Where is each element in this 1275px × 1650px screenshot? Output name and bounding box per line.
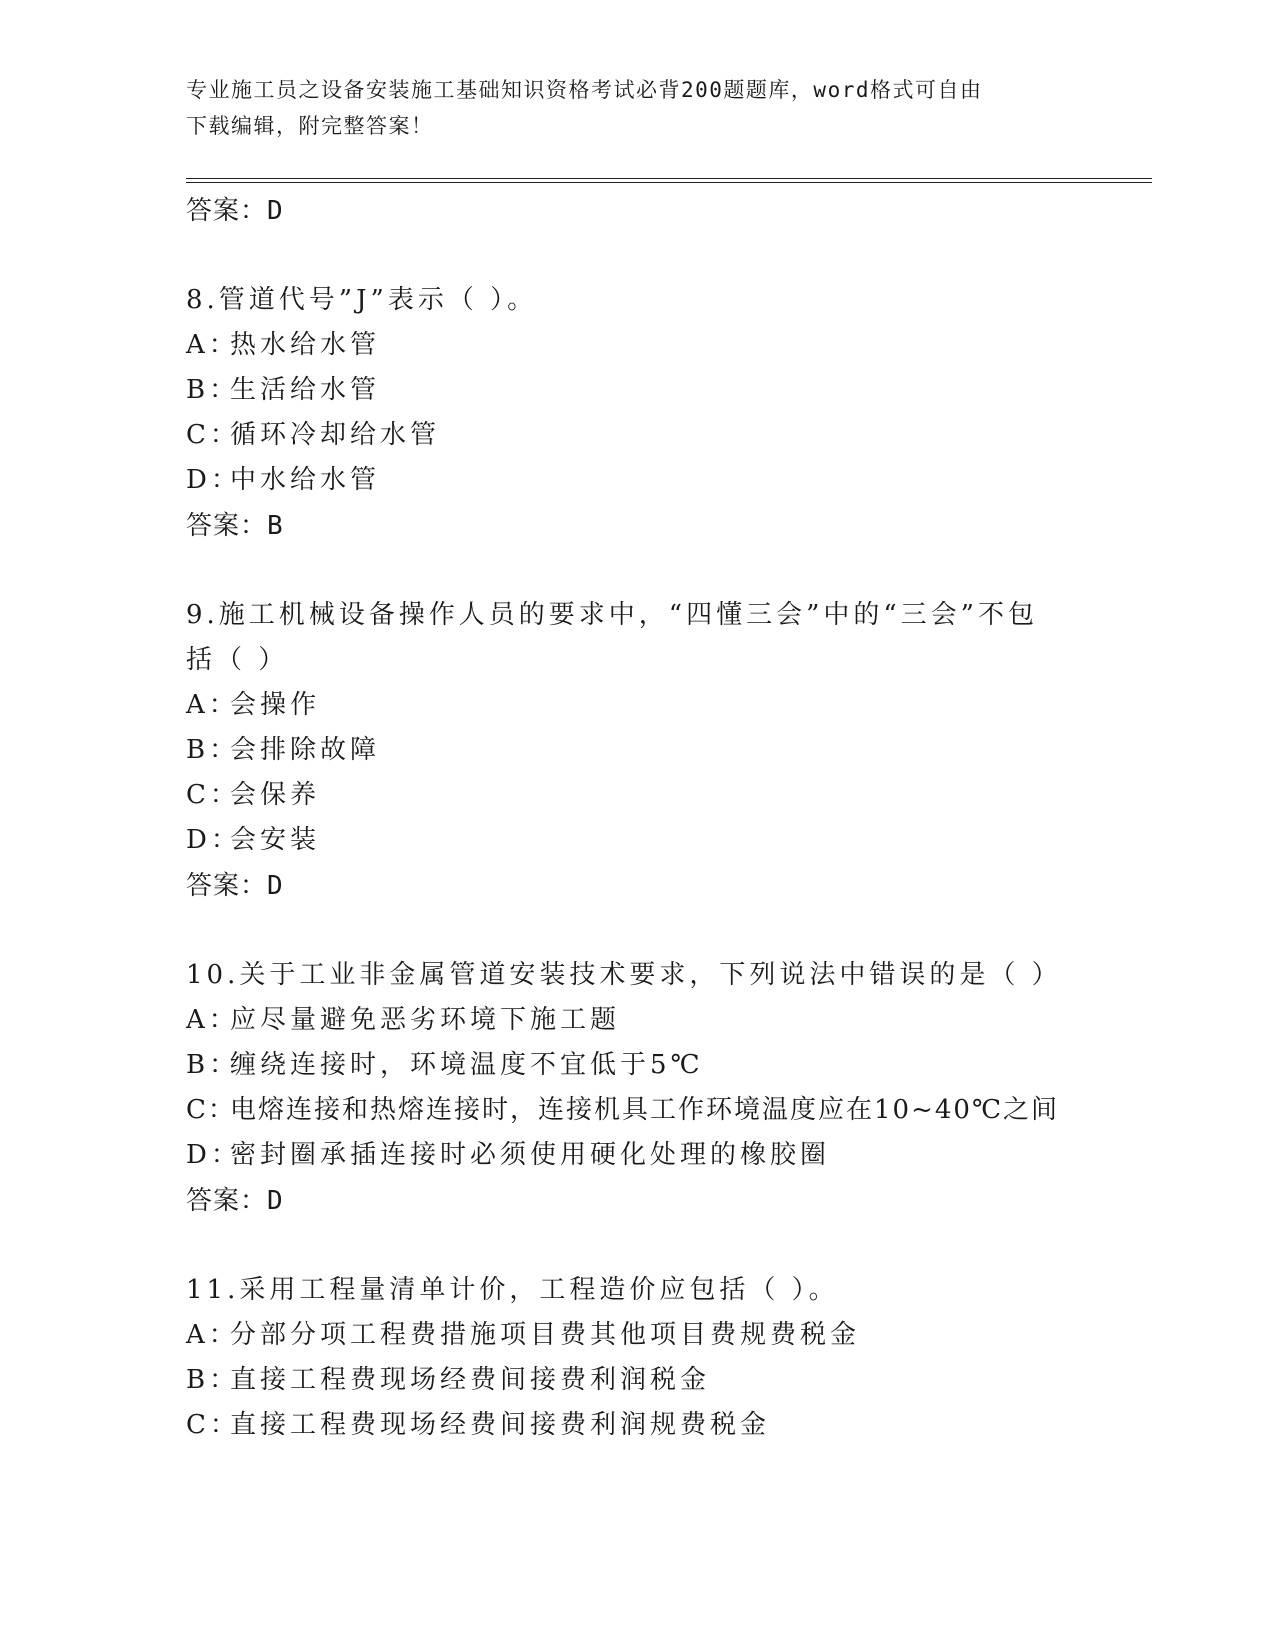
question-stem: 10.关于工业非金属管道安装技术要求，下列说法中错误的是（ ） <box>186 960 1062 990</box>
option-text: 热水给水管 <box>230 330 381 360</box>
option-letter: B： <box>186 1050 240 1080</box>
option-c <box>186 1088 1086 1133</box>
option-a <box>186 1313 1086 1358</box>
option-text: 会操作 <box>230 690 321 720</box>
option-text: 循环冷却给水管 <box>230 420 441 450</box>
option-text: 直接工程费现场经费间接费利润税金 <box>230 1365 711 1395</box>
answer-9: 答案：D <box>186 871 284 901</box>
option-text: 电熔连接和热熔连接时，连接机具工作环境温度应在10~40℃之间 <box>230 1095 1060 1125</box>
option-c <box>186 773 1086 818</box>
option-letter: A： <box>186 1320 239 1350</box>
option-c <box>186 413 1086 458</box>
option-text: 中水给水管 <box>230 465 381 495</box>
option-b <box>186 1358 1086 1403</box>
question-stem: 11.采用工程量清单计价，工程造价应包括（ ）。 <box>186 1275 839 1305</box>
option-text: 直接工程费现场经费间接费利润规费税金 <box>230 1410 771 1440</box>
question-10 <box>186 953 1086 1224</box>
option-letter: D： <box>186 1140 241 1170</box>
document-header <box>186 72 1066 144</box>
option-b <box>186 1043 1086 1088</box>
option-letter: B： <box>186 735 240 765</box>
option-letter: D： <box>186 465 241 495</box>
option-b <box>186 368 1086 413</box>
option-letter: C： <box>186 780 240 810</box>
header-line-1: 专业施工员之设备安装施工基础知识资格考试必背200题题库，word格式可自由 <box>186 78 983 102</box>
option-text: 应尽量避免恶劣环境下施工题 <box>230 1005 621 1035</box>
question-stem: 8.管道代号”J”表示（ ）。 <box>186 285 538 315</box>
option-letter: C： <box>186 420 240 450</box>
answer-10: 答案：D <box>186 1186 284 1216</box>
option-letter: C： <box>186 1410 240 1440</box>
question-9 <box>186 593 1086 909</box>
header-line-2: 下载编辑，附完整答案！ <box>186 114 434 138</box>
option-letter: A： <box>186 330 239 360</box>
option-text: 密封圈承插连接时必须使用硬化处理的橡胶圈 <box>230 1140 831 1170</box>
question-stem: 9.施工机械设备操作人员的要求中，“四懂三会”中的“三会”不包括（ ） <box>186 600 1038 675</box>
option-text: 会排除故障 <box>230 735 381 765</box>
option-text: 会保养 <box>230 780 321 810</box>
header-divider-top <box>186 178 1152 179</box>
option-a <box>186 683 1086 728</box>
option-b <box>186 728 1086 773</box>
answer-7: 答案：D <box>186 196 284 226</box>
option-c <box>186 1403 1086 1448</box>
option-letter: A： <box>186 690 239 720</box>
header-divider-bottom <box>186 182 1152 183</box>
option-d <box>186 458 1086 503</box>
option-a <box>186 998 1086 1043</box>
option-letter: B： <box>186 1365 240 1395</box>
option-text: 分部分项工程费措施项目费其他项目费规费税金 <box>230 1320 861 1350</box>
option-text: 会安装 <box>230 825 321 855</box>
question-list <box>186 188 1086 1448</box>
option-letter: B： <box>186 375 240 405</box>
option-text: 生活给水管 <box>230 375 381 405</box>
question-8 <box>186 278 1086 549</box>
option-letter: A： <box>186 1005 239 1035</box>
option-letter: D： <box>186 825 241 855</box>
option-a <box>186 323 1086 368</box>
option-d <box>186 1133 1086 1178</box>
option-letter: C： <box>186 1095 236 1125</box>
option-d <box>186 818 1086 863</box>
question-11 <box>186 1268 1086 1448</box>
option-text: 缠绕连接时，环境温度不宜低于5℃ <box>230 1050 704 1080</box>
answer-8: 答案：B <box>186 511 284 541</box>
